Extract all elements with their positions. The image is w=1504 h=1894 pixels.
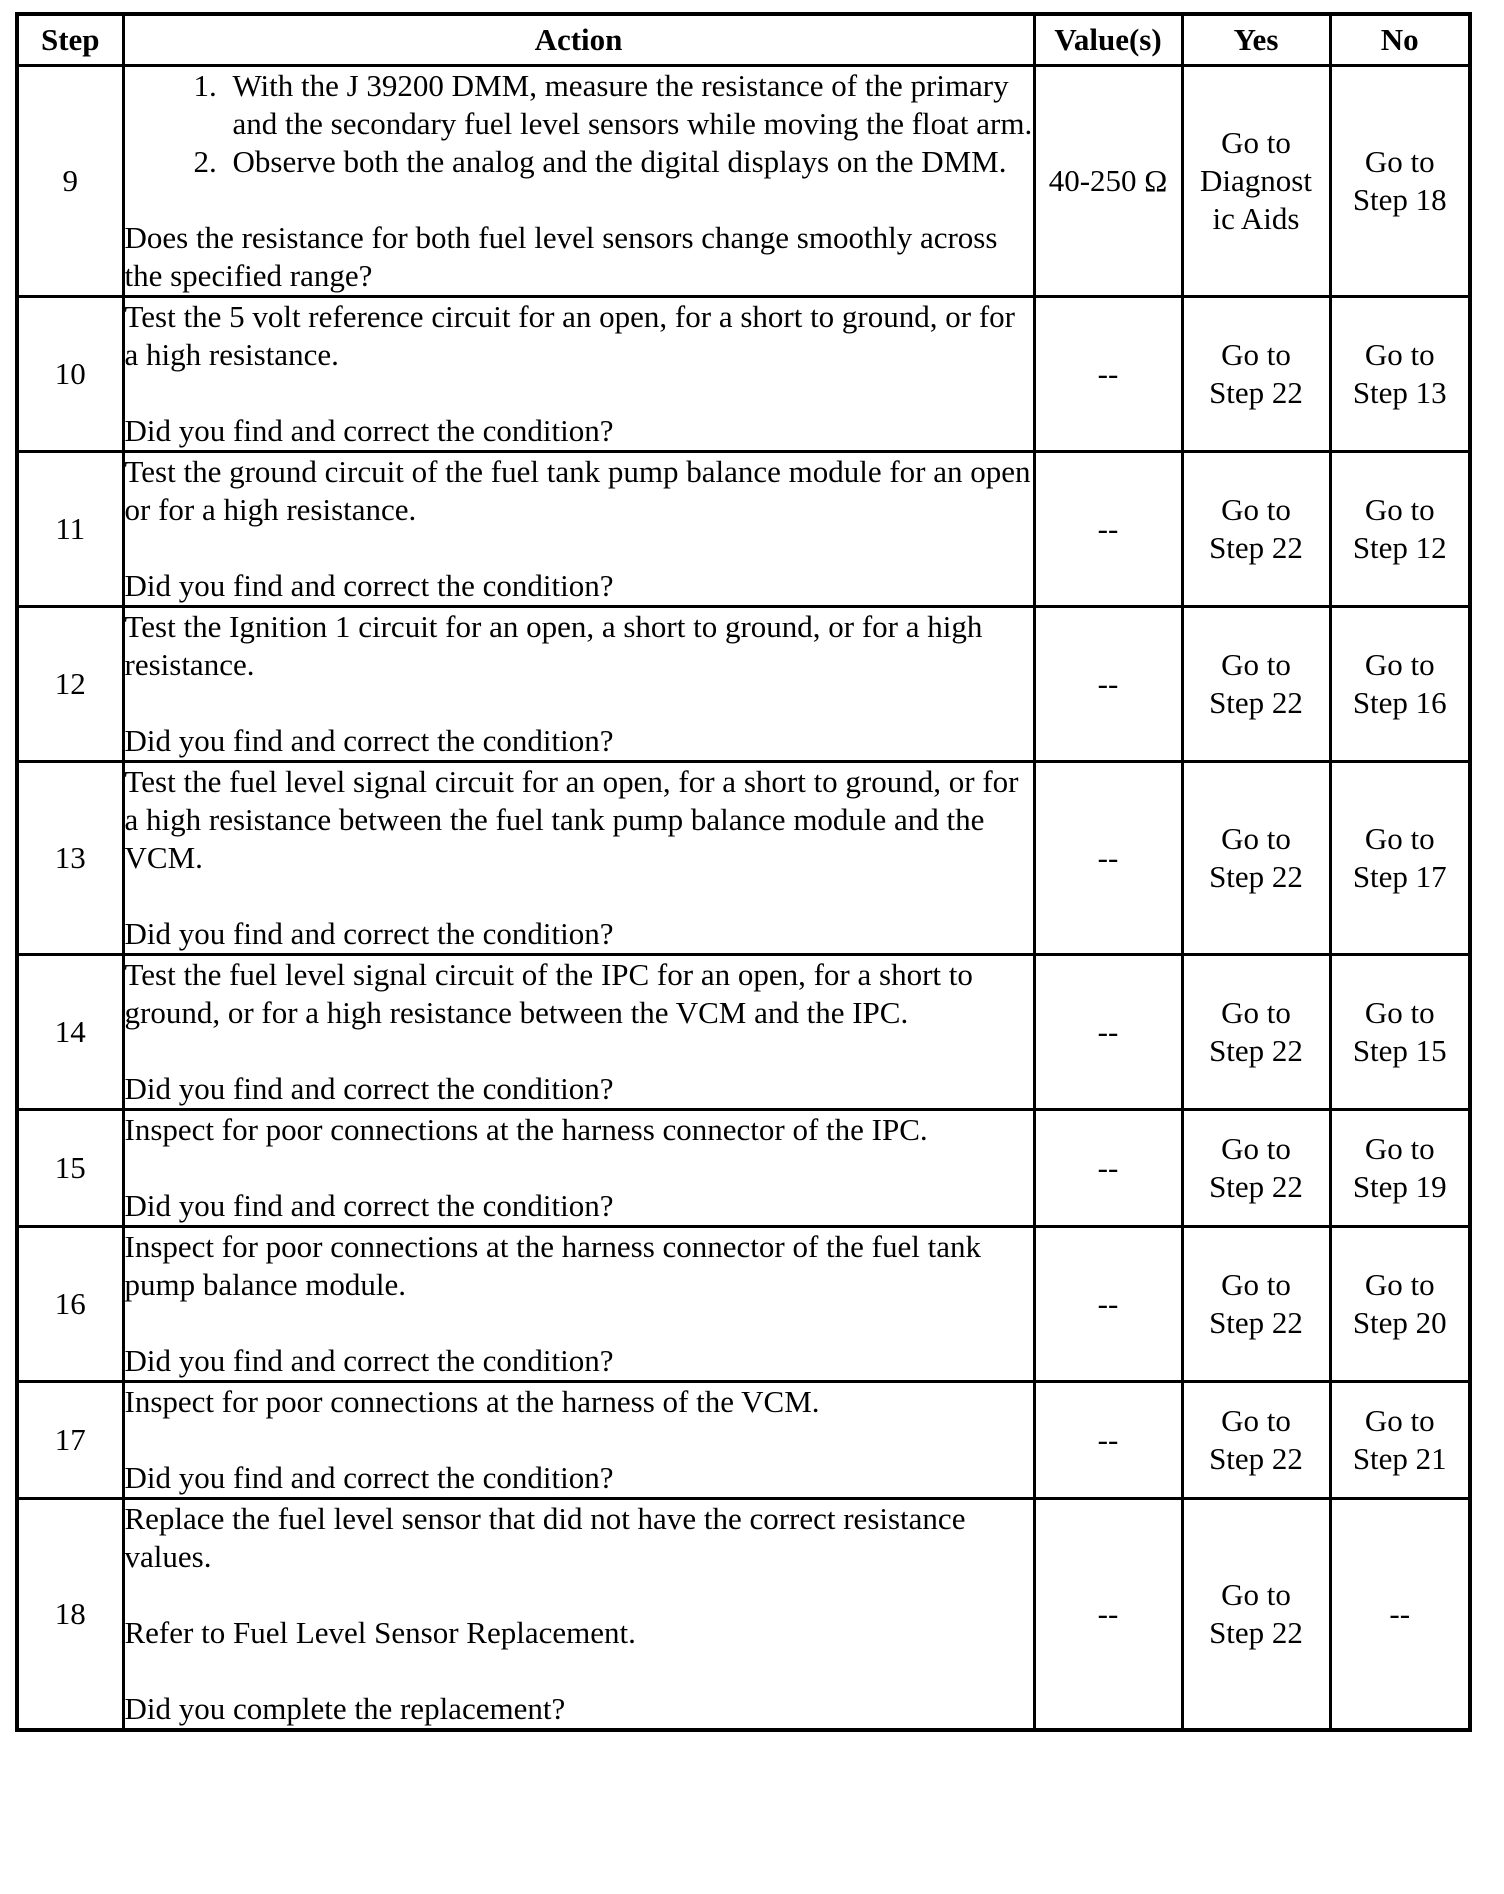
yes-result-line: Step 22 xyxy=(1209,859,1303,894)
step-number: 9 xyxy=(17,66,123,297)
no-result-line: Go to xyxy=(1364,647,1435,682)
no-result-line: Go to xyxy=(1364,821,1435,856)
no-result-line: Go to xyxy=(1364,1131,1435,1166)
yes-result-line: Go to xyxy=(1221,1131,1291,1166)
action-text: Test the Ignition 1 circuit for an open, a short to ground, or for a high resistance. xyxy=(124,609,983,682)
action-text: Refer to Fuel Level Sensor Replacement. xyxy=(124,1615,636,1650)
yes-result-line: Go to xyxy=(1221,995,1291,1030)
no-cell xyxy=(1330,955,1470,1110)
table-row xyxy=(17,1382,1470,1499)
yes-result-line: Step 22 xyxy=(1209,1169,1303,1204)
diagnostic-steps-table xyxy=(15,12,1472,1732)
action-question: Did you find and correct the condition? xyxy=(124,1343,614,1378)
step-number: 10 xyxy=(17,297,123,452)
header-action: Action xyxy=(123,14,1034,66)
action-text: Test the fuel level signal circuit of the IPC for an open, for a short to ground, or for a high resistance between the VCM and the IPC. xyxy=(124,957,973,1030)
yes-result-line: Go to xyxy=(1221,821,1291,856)
no-cell xyxy=(1330,66,1470,297)
yes-result-line: Step 22 xyxy=(1209,530,1303,565)
action-question: Did you complete the replacement? xyxy=(124,1691,566,1726)
no-cell xyxy=(1330,297,1470,452)
header-step: Step xyxy=(17,14,123,66)
yes-result-line: Go to xyxy=(1221,125,1291,160)
yes-result-line: Step 22 xyxy=(1209,1615,1303,1650)
no-result-line: Step 12 xyxy=(1352,530,1447,565)
action-text: Inspect for poor connections at the harness connector of the IPC. xyxy=(124,1112,928,1147)
yes-result-line: ic Aids xyxy=(1212,201,1300,236)
step-number: 14 xyxy=(17,955,123,1110)
no-result-line: Go to xyxy=(1364,1267,1435,1302)
action-cell xyxy=(123,955,1034,1110)
no-cell xyxy=(1330,762,1470,955)
no-result-line: Go to xyxy=(1364,144,1435,179)
step-number: 18 xyxy=(17,1499,123,1731)
table-row xyxy=(17,1499,1470,1731)
action-text: Replace the fuel level sensor that did not have the correct resistance values. xyxy=(124,1501,966,1574)
table-row xyxy=(17,955,1470,1110)
yes-result-line: Step 22 xyxy=(1209,1441,1303,1476)
action-text: Test the 5 volt reference circuit for an open, for a short to ground, or for a high resistance. xyxy=(124,299,1015,372)
value-cell: -- xyxy=(1034,762,1182,955)
no-cell xyxy=(1330,607,1470,762)
instruction-item: 2. Observe both the analog and the digital displays on the DMM. xyxy=(225,143,1033,181)
value-cell: 40-250 Ω xyxy=(1034,66,1182,297)
action-cell xyxy=(123,1382,1034,1499)
action-cell xyxy=(123,762,1034,955)
yes-cell xyxy=(1182,452,1330,607)
table-row xyxy=(17,607,1470,762)
yes-result-line: Go to xyxy=(1221,1267,1291,1302)
header-values: Value(s) xyxy=(1034,14,1182,66)
no-cell xyxy=(1330,1499,1470,1731)
yes-result-line: Diagnost xyxy=(1200,163,1312,198)
no-cell xyxy=(1330,1227,1470,1382)
no-result-line: Step 20 xyxy=(1352,1305,1447,1340)
no-result-line: Step 17 xyxy=(1352,859,1447,894)
no-result-line: Step 13 xyxy=(1352,375,1447,410)
yes-cell xyxy=(1182,1110,1330,1227)
table-row xyxy=(17,1227,1470,1382)
action-question: Did you find and correct the condition? xyxy=(124,1460,614,1495)
value-cell: -- xyxy=(1034,1499,1182,1731)
yes-cell xyxy=(1182,762,1330,955)
no-result-line: Go to xyxy=(1364,995,1435,1030)
yes-result-line: Step 22 xyxy=(1209,1033,1303,1068)
yes-result-line: Go to xyxy=(1221,647,1291,682)
yes-cell xyxy=(1182,1499,1330,1731)
yes-result-line: Go to xyxy=(1221,492,1291,527)
no-result-line: Go to xyxy=(1364,1403,1435,1438)
value-cell: -- xyxy=(1034,1110,1182,1227)
action-question: Did you find and correct the condition? xyxy=(124,916,614,951)
value-cell: -- xyxy=(1034,452,1182,607)
value-cell: -- xyxy=(1034,1382,1182,1499)
no-result-line: Go to xyxy=(1364,492,1435,527)
yes-cell xyxy=(1182,1227,1330,1382)
action-text: Test the fuel level signal circuit for an open, for a short to ground, or for a high resistance between the fuel tank pump balance module and the VCM. xyxy=(124,764,1019,875)
action-cell xyxy=(123,1110,1034,1227)
no-cell xyxy=(1330,1110,1470,1227)
action-cell xyxy=(123,1227,1034,1382)
table-row xyxy=(17,1110,1470,1227)
value-cell: -- xyxy=(1034,607,1182,762)
action-cell xyxy=(123,297,1034,452)
no-cell xyxy=(1330,452,1470,607)
no-result-line: Go to xyxy=(1364,337,1435,372)
step-number: 11 xyxy=(17,452,123,607)
no-result-line: Step 19 xyxy=(1352,1169,1447,1204)
no-cell xyxy=(1330,1382,1470,1499)
step-number: 12 xyxy=(17,607,123,762)
yes-result-line: Go to xyxy=(1221,1577,1291,1612)
value-cell: -- xyxy=(1034,955,1182,1110)
yes-result-line: Step 22 xyxy=(1209,1305,1303,1340)
no-result-line: Step 15 xyxy=(1352,1033,1447,1068)
value-cell: -- xyxy=(1034,297,1182,452)
yes-result-line: Go to xyxy=(1221,337,1291,372)
action-question: Did you find and correct the condition? xyxy=(124,1071,614,1106)
action-cell xyxy=(123,66,1034,297)
yes-cell xyxy=(1182,955,1330,1110)
table-row xyxy=(17,762,1470,955)
value-cell: -- xyxy=(1034,1227,1182,1382)
action-text: Test the ground circuit of the fuel tank pump balance module for an open or for a high resistance. xyxy=(124,454,1031,527)
yes-result-line: Step 22 xyxy=(1209,375,1303,410)
step-number: 13 xyxy=(17,762,123,955)
yes-cell xyxy=(1182,1382,1330,1499)
no-result-line: Step 18 xyxy=(1352,182,1447,217)
action-cell xyxy=(123,607,1034,762)
step-number: 17 xyxy=(17,1382,123,1499)
step-number: 15 xyxy=(17,1110,123,1227)
instruction-list xyxy=(125,67,1033,181)
instruction-item: 1. With the J 39200 DMM, measure the resistance of the primary and the secondary fuel level sensors while moving the float arm. xyxy=(225,67,1033,143)
header-yes: Yes xyxy=(1182,14,1330,66)
table-row xyxy=(17,297,1470,452)
action-question: Did you find and correct the condition? xyxy=(124,723,614,758)
no-result-line: Step 21 xyxy=(1352,1441,1447,1476)
action-question: Did you find and correct the condition? xyxy=(124,1188,614,1223)
no-result-line: Step 16 xyxy=(1352,685,1447,720)
action-text: Inspect for poor connections at the harness of the VCM. xyxy=(124,1384,820,1419)
header-no: No xyxy=(1330,14,1470,66)
yes-result-line: Step 22 xyxy=(1209,685,1303,720)
header-row xyxy=(17,14,1470,66)
action-text: Inspect for poor connections at the harness connector of the fuel tank pump balance module. xyxy=(124,1229,981,1302)
action-cell xyxy=(123,452,1034,607)
action-question: Did you find and correct the condition? xyxy=(124,568,614,603)
yes-result-line: Go to xyxy=(1221,1403,1291,1438)
action-question: Did you find and correct the condition? xyxy=(124,413,614,448)
table-row xyxy=(17,452,1470,607)
action-cell xyxy=(123,1499,1034,1731)
table-row xyxy=(17,66,1470,297)
no-result-line: -- xyxy=(1389,1596,1411,1631)
yes-cell xyxy=(1182,66,1330,297)
yes-cell xyxy=(1182,607,1330,762)
action-question: Does the resistance for both fuel level sensors change smoothly across the specified range? xyxy=(124,220,998,293)
yes-cell xyxy=(1182,297,1330,452)
table-body xyxy=(17,66,1470,1731)
step-number: 16 xyxy=(17,1227,123,1382)
